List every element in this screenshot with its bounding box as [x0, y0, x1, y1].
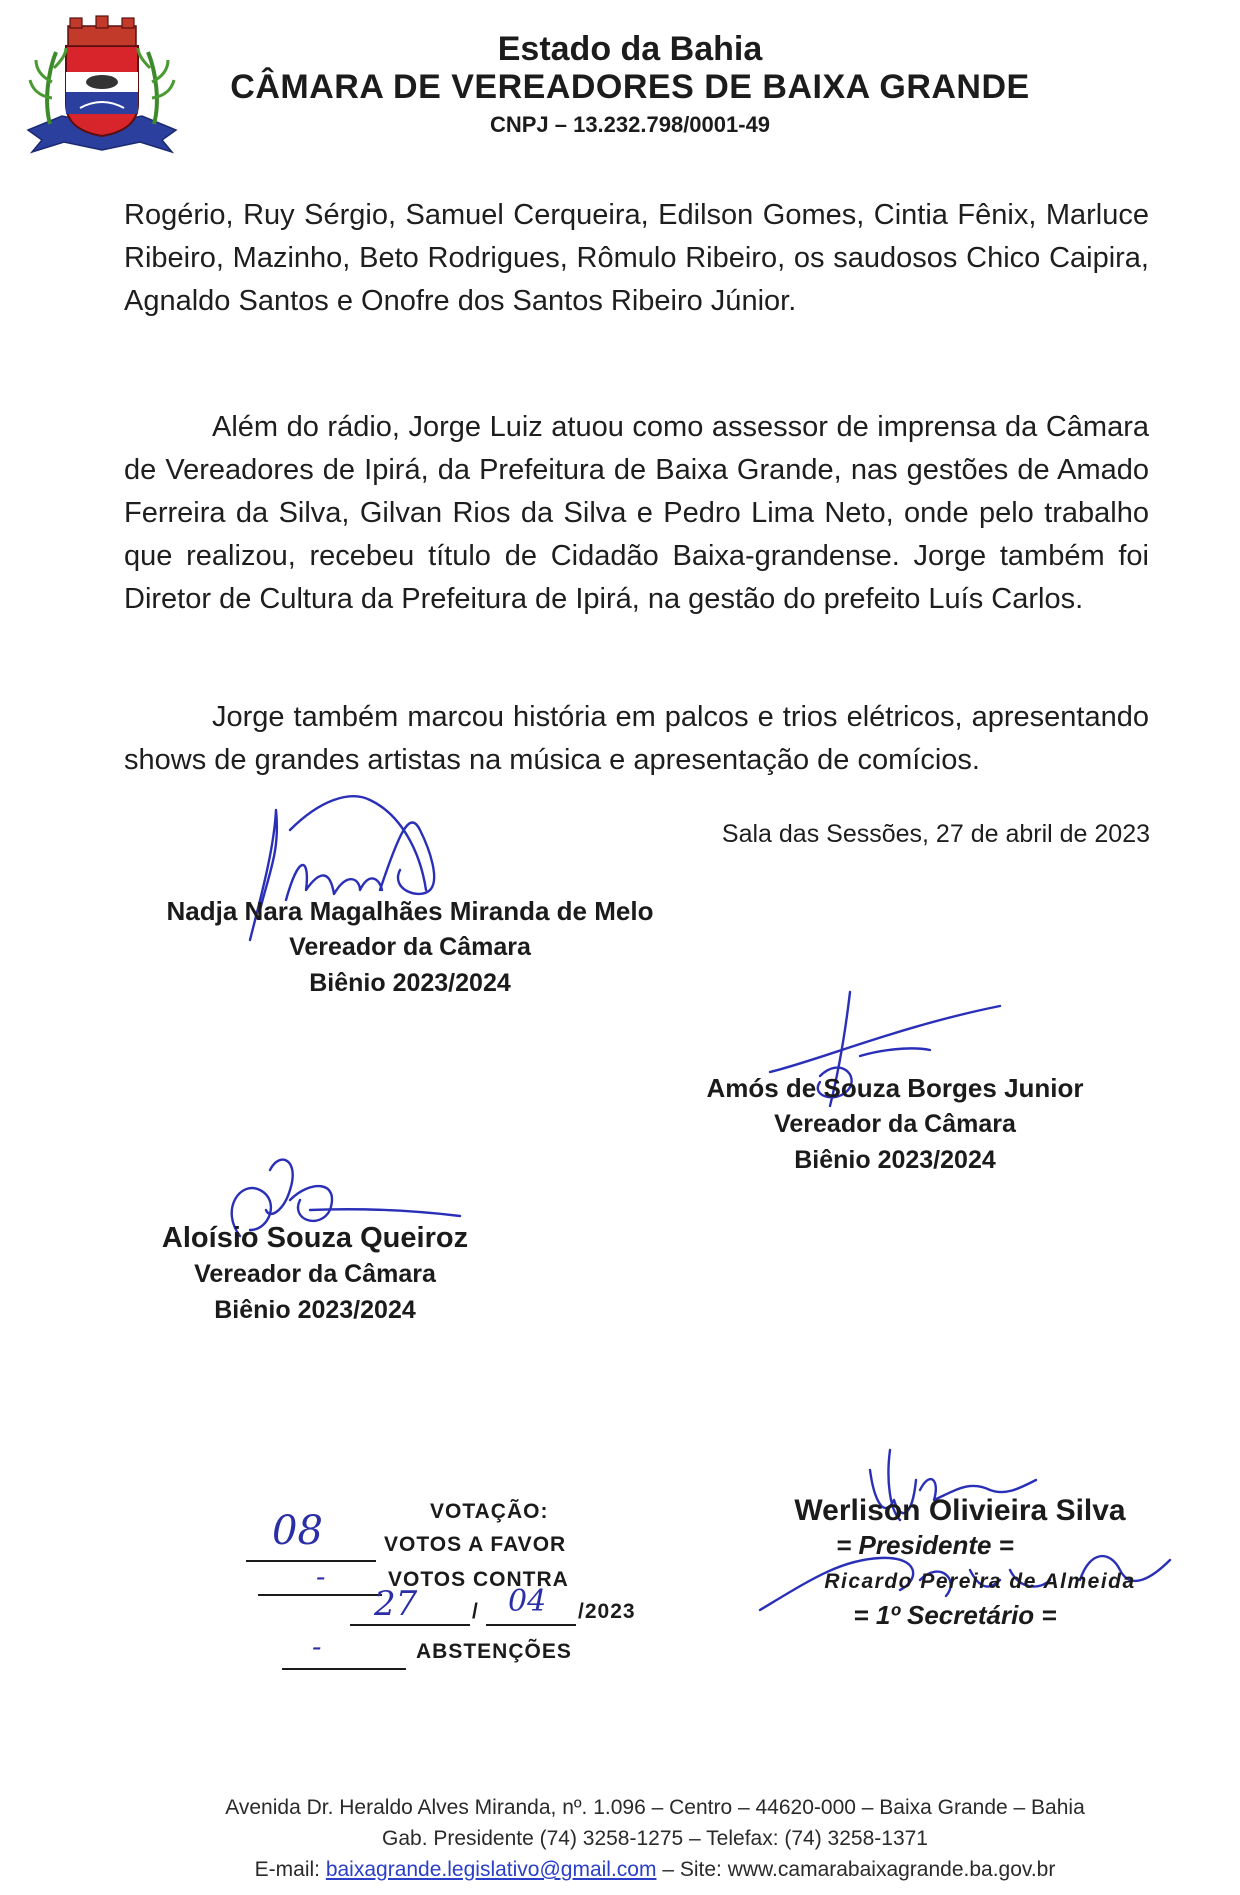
- signatory-role: Vereador da Câmara: [774, 1110, 1016, 1138]
- votes-favor-line: [246, 1560, 376, 1562]
- paragraph-3: Jorge também marcou história em palcos e trios elétricos, apresentando shows de grandes artistas na música e apresentação de comícios.: [124, 701, 1149, 776]
- signatory-term: Biênio 2023/2024: [794, 1146, 996, 1174]
- site-label: – Site:: [662, 1858, 722, 1881]
- email-link[interactable]: baixagrande.legislativo@gmail.com: [325, 1858, 657, 1881]
- secretary-title: = 1º Secretário =: [853, 1600, 1057, 1630]
- header-cnpj: CNPJ – 13.232.798/0001-49: [489, 112, 771, 137]
- vote-date-month: 04: [508, 1584, 547, 1619]
- session-place-date: Sala das Sessões, 27 de abril de 2023: [721, 820, 1150, 848]
- header-institution: CÂMARA DE VEREADORES DE BAIXA GRANDE: [230, 68, 1030, 106]
- vote-date-day-line: [350, 1624, 470, 1626]
- abstentions-label: ABSTENÇÕES: [416, 1640, 572, 1663]
- vote-date-separator: /: [472, 1600, 479, 1623]
- footer-contact: [0, 1858, 1240, 1882]
- signatory-term: Biênio 2023/2024: [309, 969, 511, 997]
- footer-phones: Gab. Presidente (74) 3258-1275 – Telefax: (74) 3258-1371: [382, 1827, 928, 1850]
- signatory-block-3: [120, 1220, 510, 1328]
- signatory-name: Aloísio Souza Queiroz: [161, 1222, 469, 1254]
- president-name: Werlison Olivieira Silva: [794, 1494, 1126, 1527]
- header-state: Estado da Bahia: [497, 30, 763, 68]
- votes-favor-value: 08: [272, 1508, 323, 1554]
- signatory-block-2: [660, 1070, 1130, 1178]
- abstentions-line: [282, 1668, 406, 1670]
- votes-contra-line: [258, 1594, 382, 1596]
- signatory-role: Vereador da Câmara: [289, 933, 531, 961]
- email-label: E-mail:: [254, 1858, 320, 1881]
- president-title: = Presidente =: [836, 1530, 1014, 1560]
- paragraph-1: Rogério, Ruy Sérgio, Samuel Cerqueira, Edilson Gomes, Cintia Fênix, Marluce Ribeiro, Mazinho, Beto Rodrigues, Rômulo Ribeiro, os saudosos Chico Caipira, Agnaldo Santos e Onofre dos Santos Ribeiro Júnior.: [124, 199, 1149, 317]
- signatory-role: Vereador da Câmara: [194, 1260, 436, 1288]
- paragraph-2: Além do rádio, Jorge Luiz atuou como assessor de imprensa da Câmara de Vereadores de Ipirá, da Prefeitura de Baixa Grande, nas gestões de Amado Ferreira da Silva, Gilvan Rios da Silva e Pedro Lima Neto, onde pelo trabalho que realizou, recebeu título de Cidadão Baixa-grandense. Jorge também foi Diretor de Cultura da Prefeitura de Ipirá, na gestão do prefeito Luís Carlos.: [124, 411, 1149, 615]
- votes-contra-label: VOTOS CONTRA: [388, 1568, 569, 1591]
- signatory-block-1: [100, 893, 720, 1001]
- vote-date-day: 27: [374, 1584, 418, 1624]
- votes-contra-value: -: [316, 1560, 326, 1593]
- secretary-name: Ricardo Pereira de Almeida: [824, 1570, 1136, 1593]
- signatory-name: Amós de Souza Borges Junior: [706, 1073, 1084, 1103]
- abstentions-value: -: [312, 1630, 322, 1663]
- vote-date-month-line: [486, 1624, 576, 1626]
- vote-date-year: /2023: [578, 1600, 636, 1623]
- footer-address: Avenida Dr. Heraldo Alves Miranda, nº. 1.096 – Centro – 44620-000 – Baixa Grande – Bahia: [225, 1796, 1085, 1819]
- voting-title: VOTAÇÃO:: [430, 1500, 549, 1523]
- site-link[interactable]: www.camarabaixagrande.ba.gov.br: [727, 1858, 1056, 1881]
- signatory-term: Biênio 2023/2024: [214, 1296, 416, 1324]
- signatory-name: Nadja Nara Magalhães Miranda de Melo: [166, 896, 654, 926]
- votes-favor-label: VOTOS A FAVOR: [384, 1533, 567, 1556]
